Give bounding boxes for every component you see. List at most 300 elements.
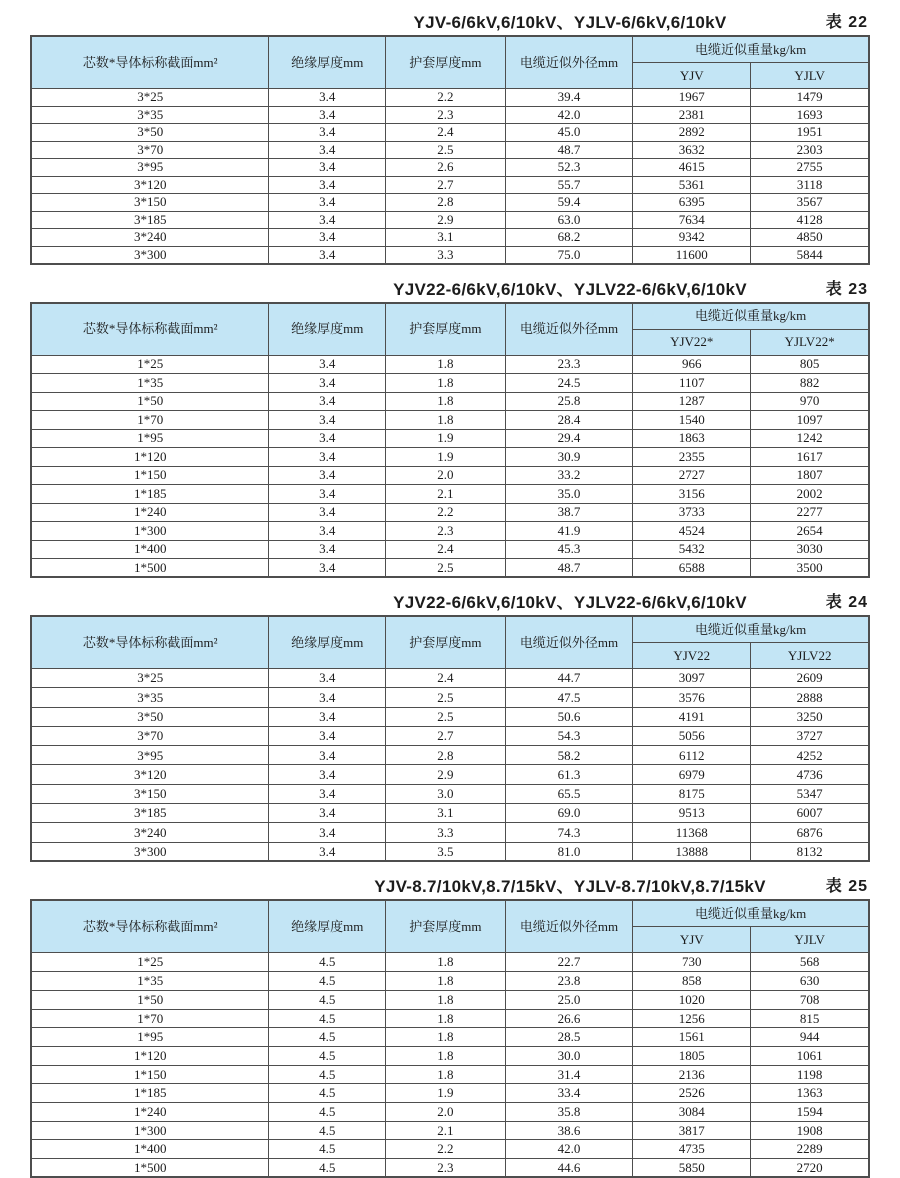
table-row	[31, 466, 869, 485]
sheath-cell: 2.7	[385, 176, 505, 194]
diameter-cell: 42.0	[505, 1140, 632, 1159]
diameter-cell: 39.4	[505, 89, 632, 107]
insulation-cell: 4.5	[269, 1159, 385, 1178]
weight-b-cell: 1061	[751, 1046, 869, 1065]
table-23-number: 表 23	[825, 280, 868, 298]
diameter-cell: 35.8	[505, 1102, 632, 1121]
insulation-cell: 3.4	[269, 823, 385, 842]
sheath-cell: 1.9	[385, 448, 505, 467]
insulation-cell: 3.4	[269, 141, 385, 159]
spec-cell: 1*95	[31, 1028, 269, 1047]
cable-spec-table-23	[30, 302, 870, 579]
header-outer-diameter: 电缆近似外径mm	[505, 900, 632, 953]
weight-b-cell: 1097	[751, 411, 869, 430]
weight-a-cell: 6112	[633, 746, 751, 765]
weight-a-cell: 5056	[633, 726, 751, 745]
weight-a-cell: 1561	[633, 1028, 751, 1047]
table-row	[31, 159, 869, 177]
spec-cell: 3*150	[31, 194, 269, 212]
diameter-cell: 22.7	[505, 953, 632, 972]
insulation-cell: 3.4	[269, 211, 385, 229]
diameter-cell: 30.0	[505, 1046, 632, 1065]
table-row	[31, 707, 869, 726]
weight-a-cell: 5361	[633, 176, 751, 194]
insulation-cell: 3.4	[269, 374, 385, 393]
header-core-section: 芯数*导体标称截面mm²	[31, 900, 269, 953]
insulation-cell: 4.5	[269, 990, 385, 1009]
sheath-cell: 2.3	[385, 522, 505, 541]
sheath-cell: 2.3	[385, 1159, 505, 1178]
sheath-cell: 1.8	[385, 392, 505, 411]
weight-a-cell: 5432	[633, 540, 751, 559]
insulation-cell: 4.5	[269, 1084, 385, 1103]
weight-a-cell: 1107	[633, 374, 751, 393]
sheath-cell: 2.1	[385, 485, 505, 504]
table-row	[31, 804, 869, 823]
header-weight-yjv22: YJV22*	[633, 329, 751, 355]
header-approx-weight: 电缆近似重量kg/km	[633, 616, 869, 643]
sheath-cell: 2.5	[385, 688, 505, 707]
table-row	[31, 194, 869, 212]
weight-b-cell: 1908	[751, 1121, 869, 1140]
insulation-cell: 4.5	[269, 1121, 385, 1140]
header-sheath-thickness: 护套厚度mm	[385, 616, 505, 669]
sheath-cell: 1.9	[385, 429, 505, 448]
weight-a-cell: 2892	[633, 124, 751, 142]
spec-cell: 3*185	[31, 804, 269, 823]
insulation-cell: 3.4	[269, 392, 385, 411]
spec-cell: 1*35	[31, 374, 269, 393]
weight-a-cell: 3576	[633, 688, 751, 707]
header-weight-yjlv22: YJLV22*	[751, 329, 869, 355]
diameter-cell: 44.6	[505, 1159, 632, 1178]
diameter-cell: 61.3	[505, 765, 632, 784]
weight-a-cell: 5850	[633, 1159, 751, 1178]
sheath-cell: 3.0	[385, 784, 505, 803]
diameter-cell: 33.2	[505, 466, 632, 485]
header-core-section: 芯数*导体标称截面mm²	[31, 303, 269, 356]
insulation-cell: 4.5	[269, 972, 385, 991]
table-row	[31, 1140, 869, 1159]
diameter-cell: 25.0	[505, 990, 632, 1009]
sheath-cell: 2.6	[385, 159, 505, 177]
sheath-cell: 1.8	[385, 972, 505, 991]
weight-a-cell: 966	[633, 355, 751, 374]
weight-b-cell: 815	[751, 1009, 869, 1028]
cable-spec-table-24	[30, 615, 870, 862]
table-row	[31, 1065, 869, 1084]
diameter-cell: 28.5	[505, 1028, 632, 1047]
diameter-cell: 42.0	[505, 106, 632, 124]
weight-b-cell: 805	[751, 355, 869, 374]
spec-cell: 3*300	[31, 842, 269, 861]
insulation-cell: 3.4	[269, 89, 385, 107]
spec-cell: 3*25	[31, 89, 269, 107]
insulation-cell: 3.4	[269, 540, 385, 559]
spec-cell: 3*120	[31, 765, 269, 784]
insulation-cell: 4.5	[269, 1065, 385, 1084]
insulation-cell: 3.4	[269, 159, 385, 177]
insulation-cell: 3.4	[269, 726, 385, 745]
cable-spec-table-25	[30, 899, 870, 1178]
table-row	[31, 726, 869, 745]
diameter-cell: 44.7	[505, 669, 632, 688]
weight-b-cell: 1198	[751, 1065, 869, 1084]
insulation-cell: 3.4	[269, 411, 385, 430]
spec-cell: 1*185	[31, 485, 269, 504]
spec-cell: 1*70	[31, 411, 269, 430]
table-row	[31, 1046, 869, 1065]
sheath-cell: 2.2	[385, 89, 505, 107]
header-core-section: 芯数*导体标称截面mm²	[31, 36, 269, 89]
diameter-cell: 38.6	[505, 1121, 632, 1140]
header-approx-weight: 电缆近似重量kg/km	[633, 303, 869, 330]
diameter-cell: 30.9	[505, 448, 632, 467]
weight-a-cell: 3733	[633, 503, 751, 522]
table-row	[31, 972, 869, 991]
table-row	[31, 411, 869, 430]
weight-b-cell: 5347	[751, 784, 869, 803]
table-row	[31, 1102, 869, 1121]
diameter-cell: 41.9	[505, 522, 632, 541]
weight-a-cell: 11368	[633, 823, 751, 842]
insulation-cell: 3.4	[269, 429, 385, 448]
table-row	[31, 746, 869, 765]
table-row	[31, 355, 869, 374]
insulation-cell: 4.5	[269, 953, 385, 972]
insulation-cell: 3.4	[269, 485, 385, 504]
table-22-title-row	[30, 8, 870, 32]
sheath-cell: 1.8	[385, 953, 505, 972]
header-insulation-thickness: 绝缘厚度mm	[269, 303, 385, 356]
diameter-cell: 45.3	[505, 540, 632, 559]
weight-b-cell: 2609	[751, 669, 869, 688]
spec-cell: 1*35	[31, 972, 269, 991]
spec-cell: 3*240	[31, 229, 269, 247]
weight-b-cell: 2755	[751, 159, 869, 177]
diameter-cell: 65.5	[505, 784, 632, 803]
spec-cell: 1*240	[31, 1102, 269, 1121]
diameter-cell: 54.3	[505, 726, 632, 745]
weight-b-cell: 3250	[751, 707, 869, 726]
spec-cell: 1*150	[31, 466, 269, 485]
spec-cell: 1*150	[31, 1065, 269, 1084]
insulation-cell: 3.4	[269, 746, 385, 765]
table-row	[31, 823, 869, 842]
diameter-cell: 68.2	[505, 229, 632, 247]
header-weight-yjv: YJV	[633, 63, 751, 89]
weight-b-cell: 4736	[751, 765, 869, 784]
sheath-cell: 2.8	[385, 194, 505, 212]
sheath-cell: 2.8	[385, 746, 505, 765]
weight-b-cell: 3118	[751, 176, 869, 194]
spec-cell: 3*95	[31, 159, 269, 177]
diameter-cell: 74.3	[505, 823, 632, 842]
weight-b-cell: 1807	[751, 466, 869, 485]
insulation-cell: 3.4	[269, 106, 385, 124]
sheath-cell: 2.5	[385, 707, 505, 726]
weight-b-cell: 630	[751, 972, 869, 991]
insulation-cell: 3.4	[269, 466, 385, 485]
table-23-title: YJV22-6/6kV,6/10kV、YJLV22-6/6kV,6/10kV	[393, 279, 747, 299]
spec-cell: 3*50	[31, 124, 269, 142]
weight-b-cell: 2289	[751, 1140, 869, 1159]
spec-cell: 1*25	[31, 953, 269, 972]
weight-b-cell: 2303	[751, 141, 869, 159]
insulation-cell: 3.4	[269, 707, 385, 726]
weight-a-cell: 2526	[633, 1084, 751, 1103]
weight-a-cell: 4615	[633, 159, 751, 177]
weight-a-cell: 9513	[633, 804, 751, 823]
diameter-cell: 35.0	[505, 485, 632, 504]
table-row	[31, 953, 869, 972]
spec-cell: 1*300	[31, 522, 269, 541]
weight-a-cell: 4735	[633, 1140, 751, 1159]
table-row	[31, 392, 869, 411]
spec-cell: 1*300	[31, 1121, 269, 1140]
insulation-cell: 3.4	[269, 559, 385, 578]
table-row	[31, 522, 869, 541]
diameter-cell: 24.5	[505, 374, 632, 393]
table-22-body	[31, 89, 869, 264]
spec-cell: 1*400	[31, 1140, 269, 1159]
table-24-number: 表 24	[825, 594, 868, 611]
insulation-cell: 3.4	[269, 124, 385, 142]
diameter-cell: 33.4	[505, 1084, 632, 1103]
sheath-cell: 1.9	[385, 1084, 505, 1103]
sheath-cell: 3.1	[385, 229, 505, 247]
weight-b-cell: 1242	[751, 429, 869, 448]
table-row	[31, 124, 869, 142]
insulation-cell: 3.4	[269, 669, 385, 688]
diameter-cell: 48.7	[505, 559, 632, 578]
spec-cell: 1*185	[31, 1084, 269, 1103]
weight-b-cell: 2888	[751, 688, 869, 707]
table-row	[31, 669, 869, 688]
weight-a-cell: 3084	[633, 1102, 751, 1121]
table-row	[31, 1084, 869, 1103]
insulation-cell: 4.5	[269, 1009, 385, 1028]
table-24-title: YJV22-6/6kV,6/10kV、YJLV22-6/6kV,6/10kV	[393, 593, 747, 612]
sheath-cell: 2.4	[385, 669, 505, 688]
header-row	[31, 900, 869, 927]
sheath-cell: 3.5	[385, 842, 505, 861]
table-row	[31, 106, 869, 124]
spec-cell: 1*50	[31, 392, 269, 411]
weight-b-cell: 944	[751, 1028, 869, 1047]
weight-a-cell: 4191	[633, 707, 751, 726]
header-row	[31, 36, 869, 63]
weight-a-cell: 3097	[633, 669, 751, 688]
weight-a-cell: 2727	[633, 466, 751, 485]
weight-b-cell: 2654	[751, 522, 869, 541]
weight-b-cell: 1594	[751, 1102, 869, 1121]
weight-b-cell: 2720	[751, 1159, 869, 1178]
sheath-cell: 2.2	[385, 503, 505, 522]
table-25-number: 表 25	[825, 878, 868, 896]
weight-b-cell: 1617	[751, 448, 869, 467]
insulation-cell: 3.4	[269, 842, 385, 861]
weight-b-cell: 1951	[751, 124, 869, 142]
header-weight-yjlv: YJLV	[751, 63, 869, 89]
sheath-cell: 1.8	[385, 990, 505, 1009]
table-row	[31, 540, 869, 559]
insulation-cell: 3.4	[269, 176, 385, 194]
header-sheath-thickness: 护套厚度mm	[385, 900, 505, 953]
weight-a-cell: 858	[633, 972, 751, 991]
sheath-cell: 3.3	[385, 823, 505, 842]
header-row	[31, 303, 869, 330]
weight-a-cell: 1256	[633, 1009, 751, 1028]
spec-cell: 1*400	[31, 540, 269, 559]
cable-spec-table-22	[30, 35, 870, 265]
diameter-cell: 48.7	[505, 141, 632, 159]
table-row	[31, 559, 869, 578]
diameter-cell: 31.4	[505, 1065, 632, 1084]
weight-a-cell: 1863	[633, 429, 751, 448]
diameter-cell: 50.6	[505, 707, 632, 726]
insulation-cell: 3.4	[269, 355, 385, 374]
table-22-title: YJV-6/6kV,6/10kV、YJLV-6/6kV,6/10kV	[413, 13, 727, 32]
table-row	[31, 89, 869, 107]
spec-cell: 3*300	[31, 246, 269, 264]
weight-a-cell: 8175	[633, 784, 751, 803]
header-insulation-thickness: 绝缘厚度mm	[269, 900, 385, 953]
spec-cell: 1*500	[31, 1159, 269, 1178]
table-row	[31, 211, 869, 229]
weight-a-cell: 13888	[633, 842, 751, 861]
sheath-cell: 1.8	[385, 1065, 505, 1084]
weight-a-cell: 7634	[633, 211, 751, 229]
insulation-cell: 3.4	[269, 448, 385, 467]
sheath-cell: 2.0	[385, 1102, 505, 1121]
weight-a-cell: 4524	[633, 522, 751, 541]
header-outer-diameter: 电缆近似外径mm	[505, 616, 632, 669]
diameter-cell: 55.7	[505, 176, 632, 194]
table-row	[31, 688, 869, 707]
spec-cell: 3*70	[31, 141, 269, 159]
weight-b-cell: 3727	[751, 726, 869, 745]
table-row	[31, 448, 869, 467]
weight-b-cell: 8132	[751, 842, 869, 861]
insulation-cell: 3.4	[269, 194, 385, 212]
spec-cell: 3*185	[31, 211, 269, 229]
spec-cell: 1*95	[31, 429, 269, 448]
sheath-cell: 1.8	[385, 1009, 505, 1028]
table-row	[31, 229, 869, 247]
weight-b-cell: 568	[751, 953, 869, 972]
insulation-cell: 4.5	[269, 1028, 385, 1047]
weight-a-cell: 11600	[633, 246, 751, 264]
spec-cell: 3*35	[31, 106, 269, 124]
diameter-cell: 29.4	[505, 429, 632, 448]
diameter-cell: 26.6	[505, 1009, 632, 1028]
weight-b-cell: 4252	[751, 746, 869, 765]
weight-b-cell: 6007	[751, 804, 869, 823]
insulation-cell: 3.4	[269, 784, 385, 803]
table-row	[31, 1159, 869, 1178]
weight-b-cell: 2277	[751, 503, 869, 522]
weight-a-cell: 2136	[633, 1065, 751, 1084]
diameter-cell: 75.0	[505, 246, 632, 264]
table-row	[31, 429, 869, 448]
spec-cell: 1*25	[31, 355, 269, 374]
spec-cell: 3*50	[31, 707, 269, 726]
header-approx-weight: 电缆近似重量kg/km	[633, 900, 869, 927]
header-insulation-thickness: 绝缘厚度mm	[269, 36, 385, 89]
sheath-cell: 2.5	[385, 141, 505, 159]
header-weight-yjv: YJV	[633, 927, 751, 953]
sheath-cell: 2.9	[385, 211, 505, 229]
insulation-cell: 3.4	[269, 765, 385, 784]
weight-a-cell: 6979	[633, 765, 751, 784]
weight-b-cell: 3500	[751, 559, 869, 578]
weight-a-cell: 3817	[633, 1121, 751, 1140]
weight-b-cell: 708	[751, 990, 869, 1009]
sheath-cell: 3.3	[385, 246, 505, 264]
weight-a-cell: 3156	[633, 485, 751, 504]
table-row	[31, 1009, 869, 1028]
insulation-cell: 4.5	[269, 1046, 385, 1065]
weight-b-cell: 1693	[751, 106, 869, 124]
spec-cell: 3*240	[31, 823, 269, 842]
weight-a-cell: 2381	[633, 106, 751, 124]
spec-cell: 3*150	[31, 784, 269, 803]
table-row	[31, 485, 869, 504]
spec-cell: 1*500	[31, 559, 269, 578]
diameter-cell: 23.3	[505, 355, 632, 374]
insulation-cell: 3.4	[269, 804, 385, 823]
insulation-cell: 4.5	[269, 1102, 385, 1121]
header-sheath-thickness: 护套厚度mm	[385, 303, 505, 356]
insulation-cell: 3.4	[269, 503, 385, 522]
sheath-cell: 2.9	[385, 765, 505, 784]
header-approx-weight: 电缆近似重量kg/km	[633, 36, 869, 63]
insulation-cell: 3.4	[269, 522, 385, 541]
diameter-cell: 23.8	[505, 972, 632, 991]
header-weight-yjlv: YJLV	[751, 927, 869, 953]
weight-a-cell: 1020	[633, 990, 751, 1009]
table-row	[31, 176, 869, 194]
weight-a-cell: 6395	[633, 194, 751, 212]
sheath-cell: 2.5	[385, 559, 505, 578]
sheath-cell: 2.3	[385, 106, 505, 124]
sheath-cell: 1.8	[385, 1046, 505, 1065]
diameter-cell: 63.0	[505, 211, 632, 229]
diameter-cell: 47.5	[505, 688, 632, 707]
table-25-title: YJV-8.7/10kV,8.7/15kV、YJLV-8.7/10kV,8.7/15kV	[374, 877, 766, 897]
table-24-body	[31, 669, 869, 862]
weight-b-cell: 2002	[751, 485, 869, 504]
weight-a-cell: 1967	[633, 89, 751, 107]
spec-cell: 3*70	[31, 726, 269, 745]
insulation-cell: 3.4	[269, 688, 385, 707]
table-row	[31, 1121, 869, 1140]
header-outer-diameter: 电缆近似外径mm	[505, 303, 632, 356]
weight-a-cell: 3632	[633, 141, 751, 159]
weight-a-cell: 2355	[633, 448, 751, 467]
weight-a-cell: 1805	[633, 1046, 751, 1065]
weight-b-cell: 5844	[751, 246, 869, 264]
sheath-cell: 2.4	[385, 540, 505, 559]
header-sheath-thickness: 护套厚度mm	[385, 36, 505, 89]
weight-b-cell: 3567	[751, 194, 869, 212]
sheath-cell: 2.2	[385, 1140, 505, 1159]
weight-a-cell: 6588	[633, 559, 751, 578]
insulation-cell: 3.4	[269, 229, 385, 247]
weight-a-cell: 1540	[633, 411, 751, 430]
table-24-title-row	[30, 588, 870, 612]
